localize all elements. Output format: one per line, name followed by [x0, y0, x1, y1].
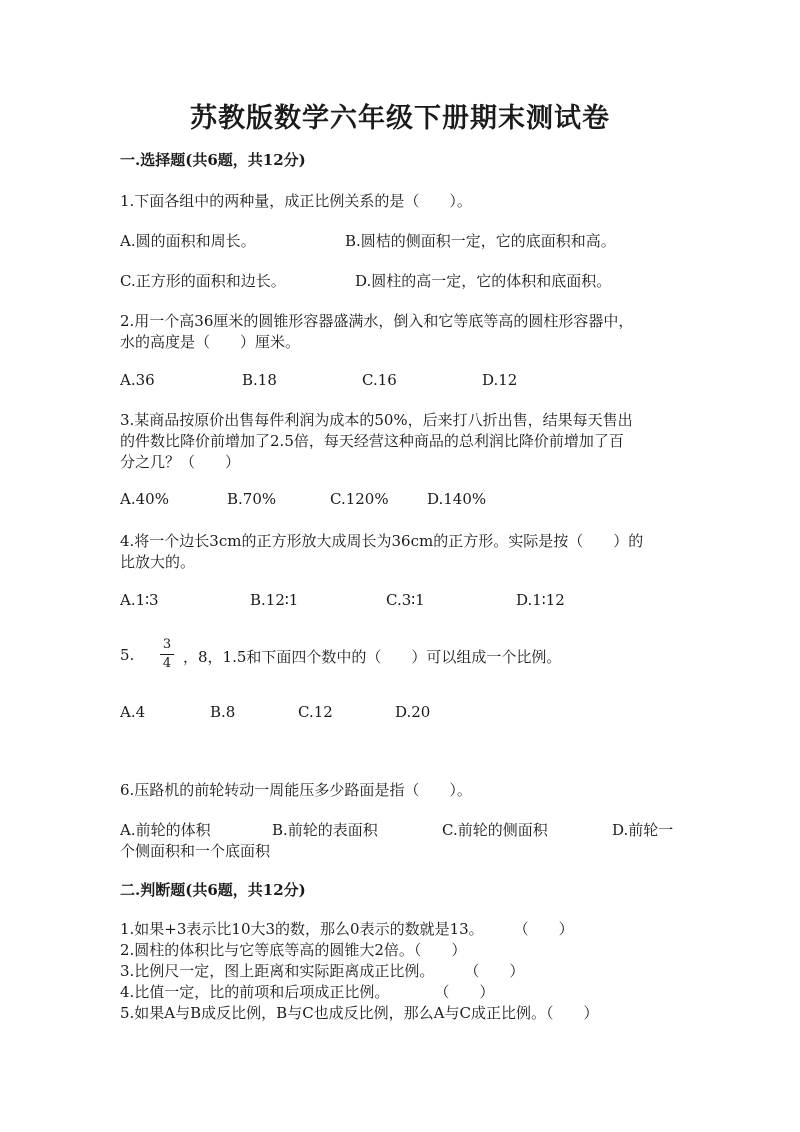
question-5-option-b: B.8	[210, 703, 236, 721]
question-4-option-d: D.1∶12	[516, 591, 565, 609]
question-6-text: 6.压路机的前轮转动一周能压多少路面是指（ ）。	[120, 781, 472, 799]
question-1-option-b: B.圆桔的侧面积一定，它的底面积和高。	[345, 232, 616, 250]
question-3-text-line-1: 3.某商品按原价出售每件利润为成本的50%，后来打八折出售，结果每天售出	[120, 411, 633, 429]
question-3-option-a: A.40%	[120, 490, 169, 508]
question-4-text-line-1: 4.将一个边长3cm的正方形放大成周长为36cm的正方形。实际是按（ ）的	[120, 532, 644, 550]
judge-item-5: 5.如果A与B成反比例，B与C也成反比例，那么A与C成正比例。（ ）	[120, 1004, 599, 1022]
section-heading-choice: 一.选择题(共6题，共12分)	[120, 151, 306, 169]
question-6-option-d: D.前轮一	[612, 821, 674, 839]
page-title: 苏教版数学六年级下册期末测试卷	[190, 103, 610, 134]
judge-item-3: 3.比例尺一定，图上距离和实际距离成正比例。 （ ）	[120, 962, 525, 980]
question-3-option-b: B.70%	[227, 490, 277, 508]
question-3-option-d: D.140%	[427, 490, 487, 508]
question-1-option-d: D.圆柱的高一定，它的体积和底面积。	[355, 272, 612, 290]
question-1-option-a: A.圆的面积和周长。	[120, 232, 256, 250]
section-heading-true-false: 二.判断题(共6题，共12分)	[120, 881, 306, 899]
question-1-option-c: C.正方形的面积和边长。	[120, 272, 286, 290]
question-4-option-b: B.12∶1	[250, 591, 299, 609]
question-5-option-c: C.12	[298, 703, 333, 721]
question-6-option-b: B.前轮的表面积	[272, 821, 378, 839]
question-5-number: 5.	[120, 646, 135, 664]
question-5-option-d: D.20	[395, 703, 431, 721]
question-3-text-line-3: 分之几？（ ）	[120, 453, 241, 471]
question-6-option-a: A.前轮的体积	[120, 821, 211, 839]
question-2-option-a: A.36	[120, 371, 155, 389]
question-2-option-c: C.16	[362, 371, 397, 389]
question-2-text-line-1: 2.用一个高36厘米的圆锥形容器盛满水，倒入和它等底等高的圆柱形容器中，	[120, 312, 634, 330]
question-4-text-line-2: 比放大的。	[120, 553, 196, 571]
question-4-option-a: A.1∶3	[120, 591, 159, 609]
question-1-text: 1.下面各组中的两种量，成正比例关系的是（ ）。	[120, 192, 472, 210]
fraction-numerator: 3	[162, 637, 172, 652]
question-4-option-c: C.3∶1	[386, 591, 425, 609]
question-3-option-c: C.120%	[330, 490, 389, 508]
judge-item-1: 1.如果+3表示比10大3的数，那么0表示的数就是13。 （ ）	[120, 920, 574, 938]
question-6-option-d-continuation: 个侧面积和一个底面积	[120, 842, 271, 860]
judge-item-2: 2.圆柱的体积比与它等底等高的圆锥大2倍。（ ）	[120, 941, 467, 959]
question-3-text-line-2: 的件数比降价前增加了2.5倍，每天经营这种商品的总利润比降价前增加了百	[120, 432, 624, 450]
question-5-fraction	[160, 637, 174, 672]
question-6-option-c: C.前轮的侧面积	[442, 821, 548, 839]
question-2-option-b: B.18	[242, 371, 277, 389]
fraction-bar	[160, 654, 174, 655]
judge-item-4: 4.比值一定，比的前项和后项成正比例。 （ ）	[120, 983, 495, 1001]
question-5-option-a: A.4	[120, 703, 146, 721]
question-5-text: ，8，1.5和下面四个数中的（ ）可以组成一个比例。	[183, 648, 562, 666]
question-2-option-d: D.12	[482, 371, 518, 389]
fraction-denominator: 4	[162, 656, 172, 671]
question-2-text-line-2: 水的高度是（ ）厘米。	[120, 333, 301, 351]
